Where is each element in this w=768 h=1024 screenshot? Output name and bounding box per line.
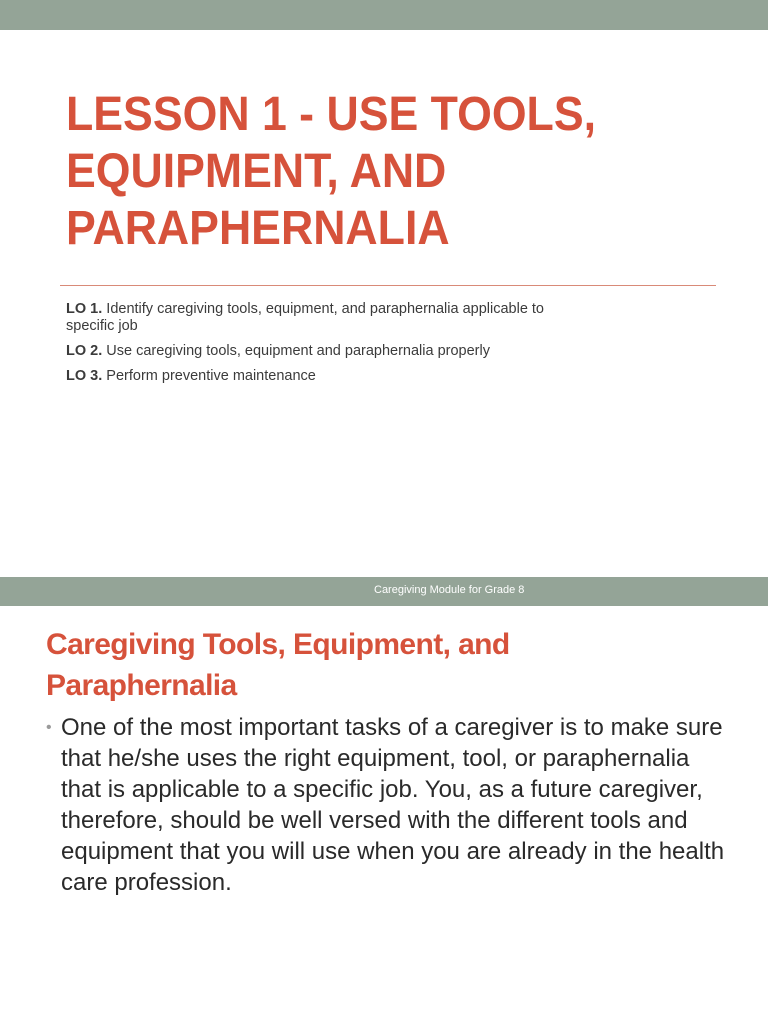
objective-item bbox=[66, 368, 586, 385]
slide-footer: Caregiving Module for Grade 8 bbox=[374, 584, 525, 596]
bullet-text: One of the most important tasks of a caregiver is to make sure that he/she uses the right equipment, tool, or paraphernalia that is applicable to a specific job. You, as a future caregiver, therefore, should be well versed with the different tools and equipment that you will use when you are already in the health care profession. bbox=[61, 714, 725, 896]
top-band bbox=[0, 0, 768, 30]
bullet-item bbox=[46, 712, 736, 898]
objective-text: Use caregiving tools, equipment and paraphernalia properly bbox=[106, 343, 490, 359]
objective-text: Identify caregiving tools, equipment, and paraphernalia applicable to specific job bbox=[66, 301, 545, 334]
objective-item bbox=[66, 301, 586, 335]
objective-text: Perform preventive maintenance bbox=[106, 368, 316, 384]
objective-code: LO 1. bbox=[66, 301, 103, 317]
bullet-dot-icon: • bbox=[46, 719, 52, 736]
objective-item bbox=[66, 343, 586, 360]
title-divider bbox=[60, 285, 716, 286]
section-title: Caregiving Tools, Equipment, and Paraphernalia bbox=[46, 628, 510, 702]
objective-code: LO 2. bbox=[66, 343, 103, 359]
objective-code: LO 3. bbox=[66, 368, 103, 384]
learning-objectives bbox=[66, 301, 586, 393]
slide-title: LESSON 1 - USE TOOLS, EQUIPMENT, AND PARAPHERNALIA bbox=[66, 88, 596, 255]
